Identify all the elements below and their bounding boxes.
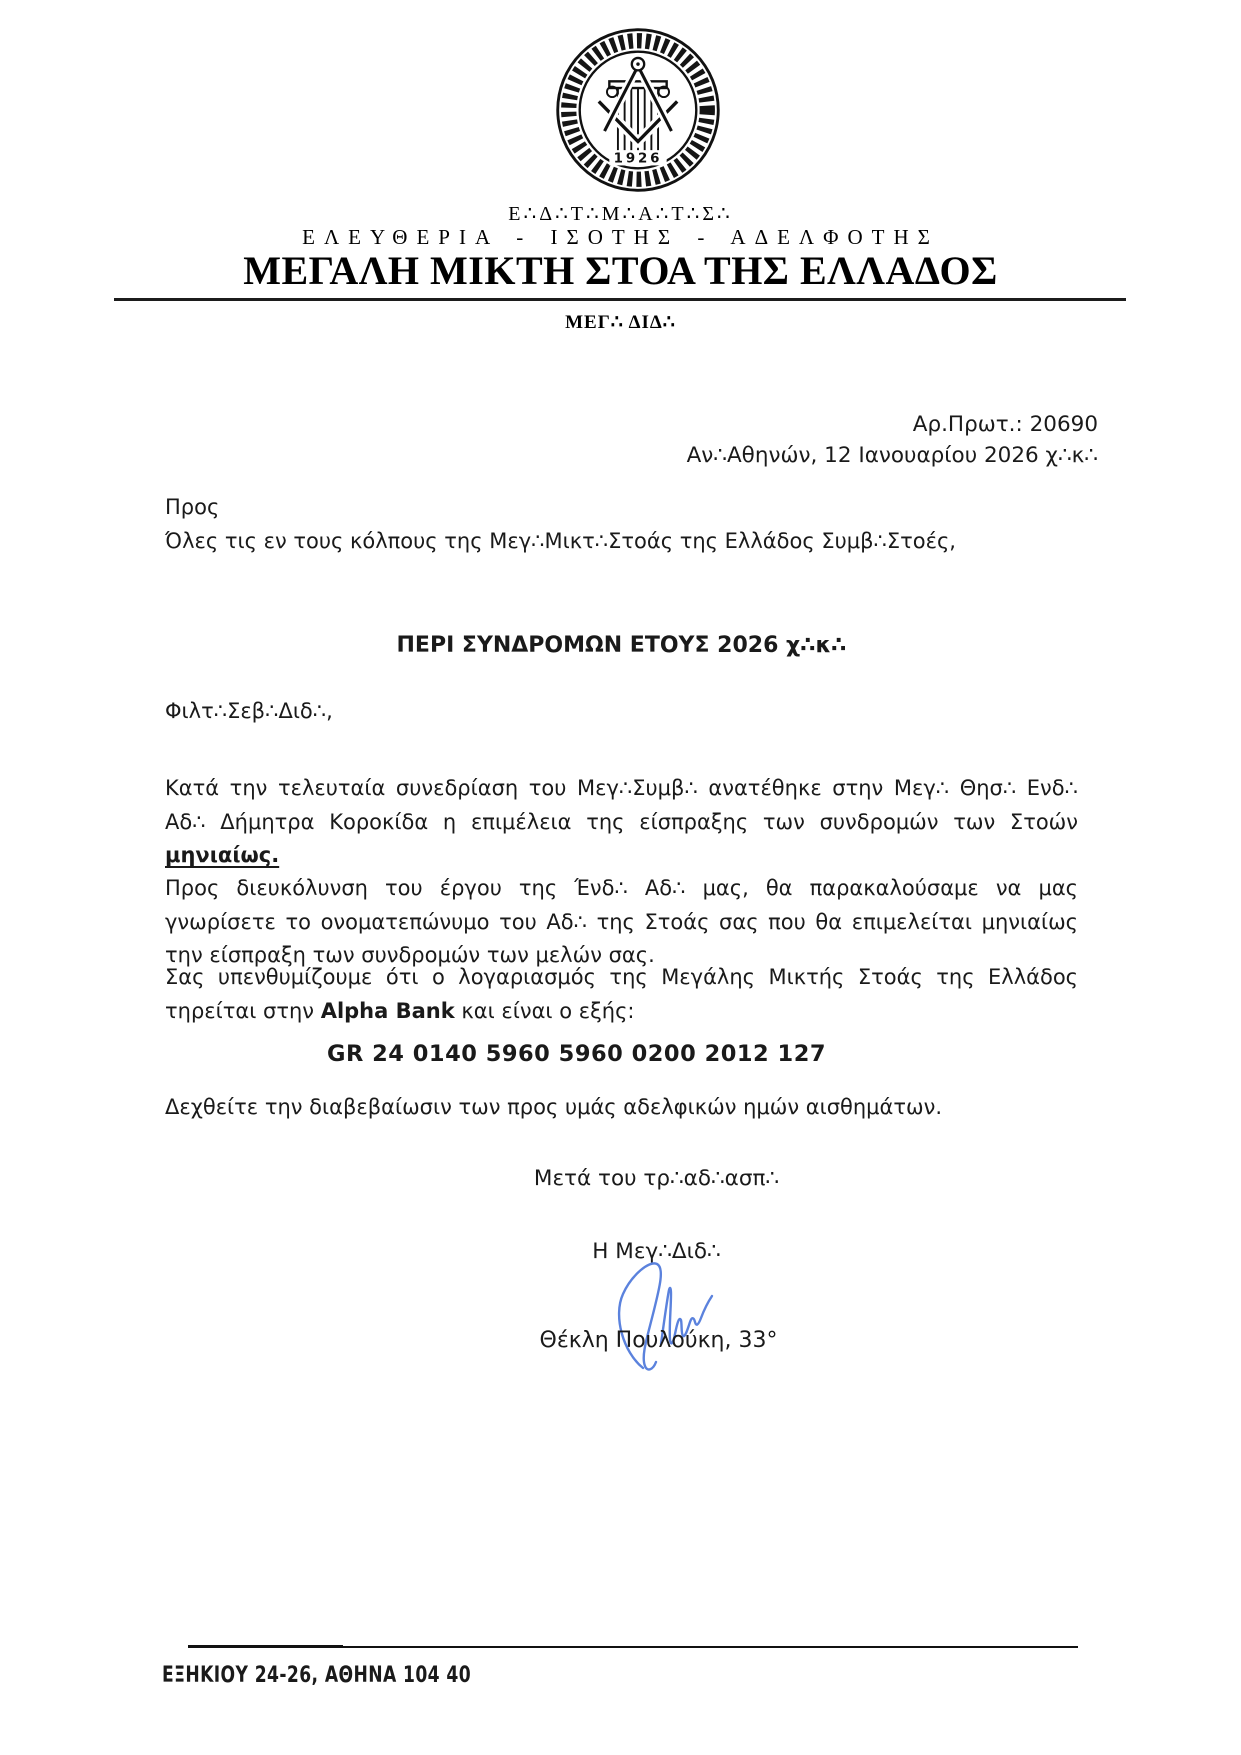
- signer-name: Θέκλη Πουλούκη, 33°: [539, 1328, 778, 1353]
- paragraph-2-line-2: γνωρίσετε το ονοματεπώνυμο του Αδ∴ της Στοάς σας που θα επιμελείται μηνιαίως: [165, 909, 1078, 934]
- footer-separator-short: [188, 1645, 343, 1648]
- paragraph-1-line-1: Κατά την τελευταία συνεδρίαση του Μεγ∴Συμβ∴ ανατέθηκε στην Μεγ∴ Θησ∴ Ενδ∴: [165, 776, 1078, 800]
- lodge-seal-icon: [552, 24, 724, 196]
- signature-image: [608, 1256, 720, 1371]
- paragraph-1-emphasis: μηνιαίως.: [165, 843, 280, 867]
- paragraph-2-line-1: Προς διευκόλυνση του έργου της Ένδ∴ Αδ∴ μας, θα παρακαλούσαμε να μας: [165, 876, 1078, 900]
- paragraph-2-line-3: την είσπραξη των συνδρομών των μελών σας.: [165, 943, 655, 967]
- lodge-title: ΜΕΓΑΛΗ ΜΙΚΤΗ ΣΤΟΑ ΤΗΣ ΕΛΛΑΔΟΣ: [243, 248, 998, 293]
- bank-text-before: τηρείται στην: [165, 998, 321, 1023]
- header-divider: [114, 298, 1126, 301]
- recipient-line: Όλες τις εν τους κόλπους της Μεγ∴Μικτ∴Στοάς της Ελλάδος Συμβ∴Στοές,: [165, 528, 956, 553]
- paragraph-2: [165, 872, 1078, 973]
- paragraph-3: [165, 961, 1078, 1028]
- closing-sentence: Δεχθείτε την διαβεβαίωσιν των προς υμάς αδελφικών ημών αισθημάτων.: [165, 1095, 943, 1119]
- logo-year: 1926: [613, 151, 663, 167]
- iban-number: GR 24 0140 5960 5960 0200 2012 127: [326, 1041, 826, 1067]
- paragraph-3-line-2: [165, 995, 1078, 1029]
- footer-address-text: ΕΞΗΚΙΟΥ 24-26, ΑΘΗΝΑ 104 40: [162, 1663, 472, 1688]
- date-line: Αν∴Αθηνών, 12 Ιανουαρίου 2026 χ∴κ∴: [686, 443, 1098, 468]
- signer-role: Η Μεγ∴Διδ∴: [592, 1239, 721, 1264]
- footer-address: [162, 1663, 558, 1688]
- signature-icon: [608, 1256, 720, 1371]
- paragraph-1-line-2: Αδ∴ Δήμητρα Κοροκίδα η επιμέλεια της είσπραξης των συνδρομών των Στοών: [165, 809, 1078, 834]
- office-line: ΜΕΓ∴ ΔΙΔ∴: [565, 312, 676, 333]
- reference-block: [687, 409, 1098, 471]
- recipient-to-label: Προς: [165, 495, 220, 519]
- header-motto: ΕΛΕΥΘΕΡΙΑ - ΙΣΟΤΗΣ - ΑΔΕΛΦΟΤΗΣ: [302, 225, 939, 249]
- bank-name: Alpha Bank: [320, 998, 455, 1023]
- salutation: Φιλτ∴Σεβ∴Διδ∴,: [165, 699, 333, 723]
- bank-text-after: και είναι ο εξής:: [454, 998, 635, 1023]
- footer-separator-long: [343, 1646, 1078, 1648]
- paragraph-1: [165, 772, 1078, 873]
- protocol-number: Αρ.Πρωτ.: 20690: [912, 412, 1098, 437]
- recipient-block: [165, 491, 1078, 558]
- farewell-line: Μετά του τρ∴αδ∴ασπ∴: [533, 1166, 780, 1191]
- subject-line: ΠΕΡΙ ΣΥΝΔΡΟΜΩΝ ΕΤΟΥΣ 2026 χ∴κ∴: [396, 633, 847, 658]
- paragraph-3-line-1: Σας υπενθυμίζουμε ότι ο λογαριασμός της Μεγάλης Μικτής Στοάς της Ελλάδος: [165, 965, 1078, 989]
- lodge-seal-logo: [552, 24, 724, 196]
- header-abbreviation: Ε∴Δ∴Τ∴Μ∴Α∴Τ∴Σ∴: [508, 203, 733, 225]
